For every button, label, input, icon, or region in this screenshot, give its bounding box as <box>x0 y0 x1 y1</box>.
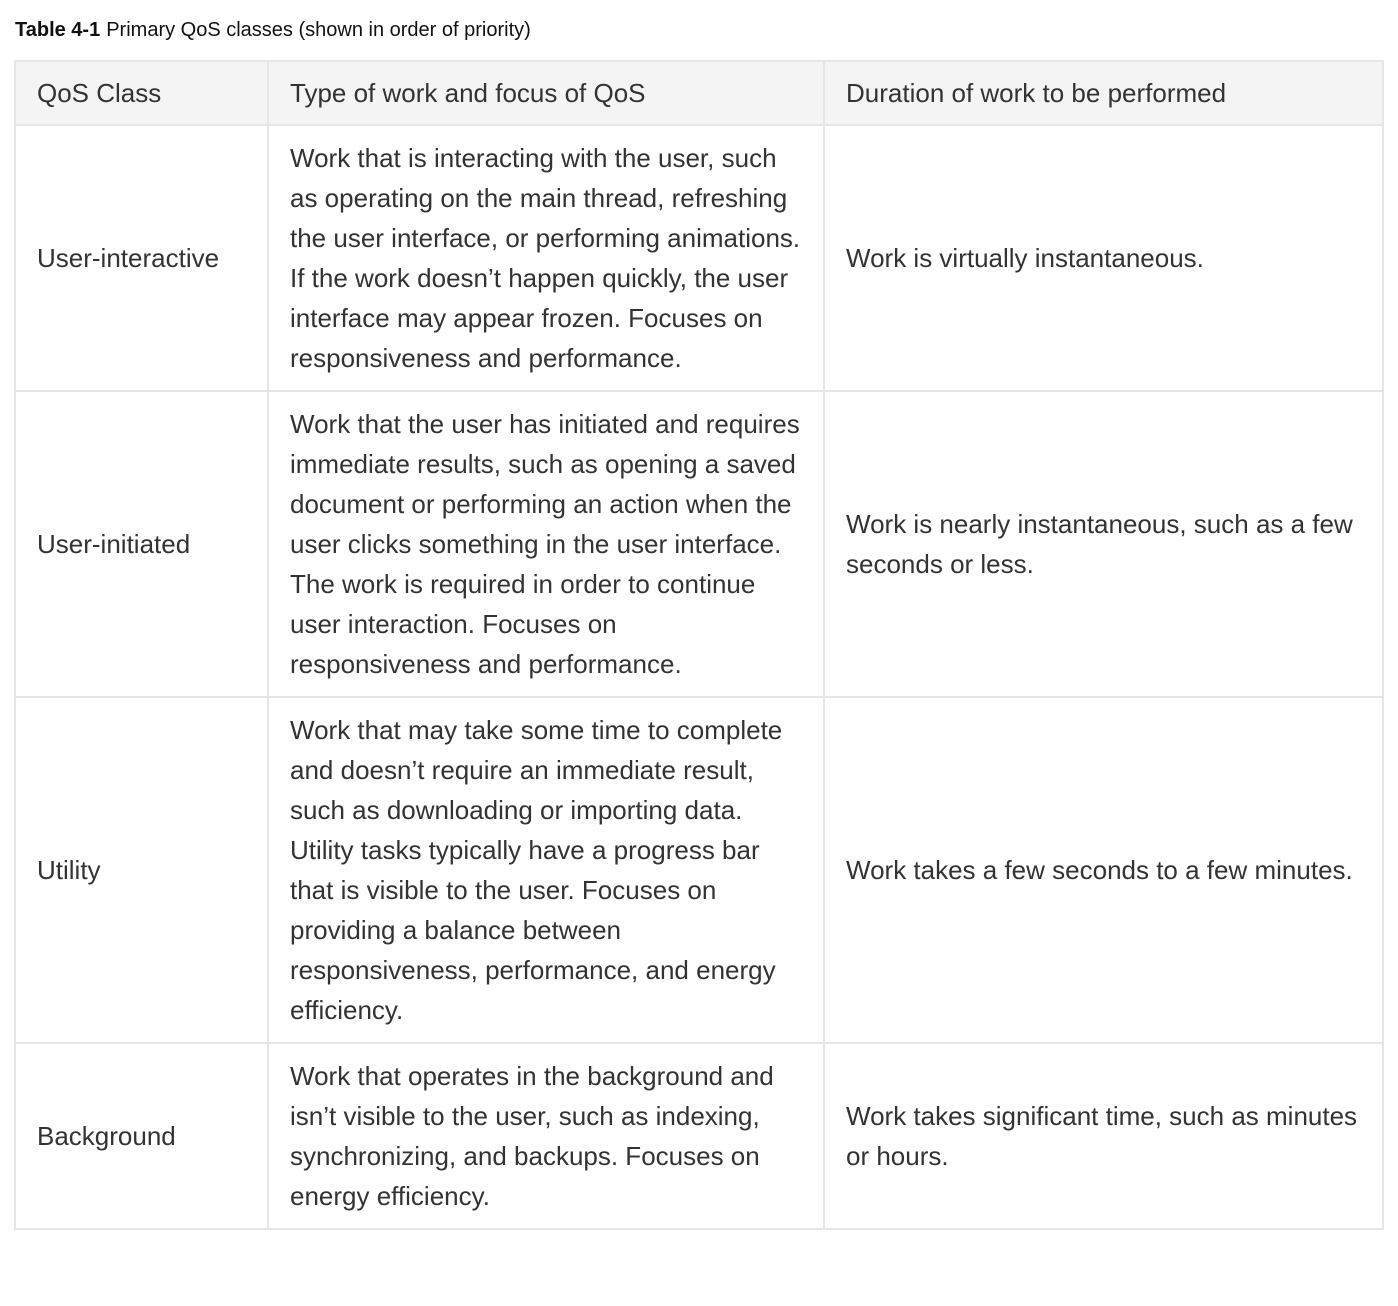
cell-duration: Work takes significant time, such as minutes or hours. <box>824 1043 1383 1229</box>
cell-qos-class: Utility <box>15 697 268 1043</box>
table-caption <box>15 17 531 43</box>
cell-duration: Work is nearly instantaneous, such as a few seconds or less. <box>824 391 1383 697</box>
table-body <box>15 125 1383 1229</box>
table-row <box>15 391 1383 697</box>
table-row <box>15 1043 1383 1229</box>
cell-qos-class: User-interactive <box>15 125 268 391</box>
table-caption-label: Table 4-1 <box>15 19 101 41</box>
table-row <box>15 125 1383 391</box>
cell-type-of-work: Work that the user has initiated and requires immediate results, such as opening a saved document or performing an action when the user clicks something in the user interface. The work is required in order to continue user interaction. Focuses on responsiveness and performance. <box>268 391 824 697</box>
header-qos-class: QoS Class <box>15 61 268 125</box>
header-type-of-work: Type of work and focus of QoS <box>268 61 824 125</box>
cell-duration: Work is virtually instantaneous. <box>824 125 1383 391</box>
cell-qos-class: User-initiated <box>15 391 268 697</box>
cell-type-of-work: Work that may take some time to complete and doesn’t require an immediate result, such as downloading or importing data. Utility tasks typically have a progress bar that is visible to the user. Focuses on providing a balance between responsiveness, performance, and energy efficiency. <box>268 697 824 1043</box>
header-duration: Duration of work to be performed <box>824 61 1383 125</box>
qos-classes-table <box>14 60 1384 1230</box>
cell-qos-class: Background <box>15 1043 268 1229</box>
table-row <box>15 697 1383 1043</box>
table-header <box>15 61 1383 125</box>
cell-type-of-work: Work that operates in the background and isn’t visible to the user, such as indexing, synchronizing, and backups. Focuses on energy efficiency. <box>268 1043 824 1229</box>
cell-duration: Work takes a few seconds to a few minutes. <box>824 697 1383 1043</box>
table-header-row <box>15 61 1383 125</box>
table-caption-text: Primary QoS classes (shown in order of priority) <box>106 19 531 41</box>
cell-type-of-work: Work that is interacting with the user, such as operating on the main thread, refreshing the user interface, or performing animations. If the work doesn’t happen quickly, the user interface may appear frozen. Focuses on responsiveness and performance. <box>268 125 824 391</box>
